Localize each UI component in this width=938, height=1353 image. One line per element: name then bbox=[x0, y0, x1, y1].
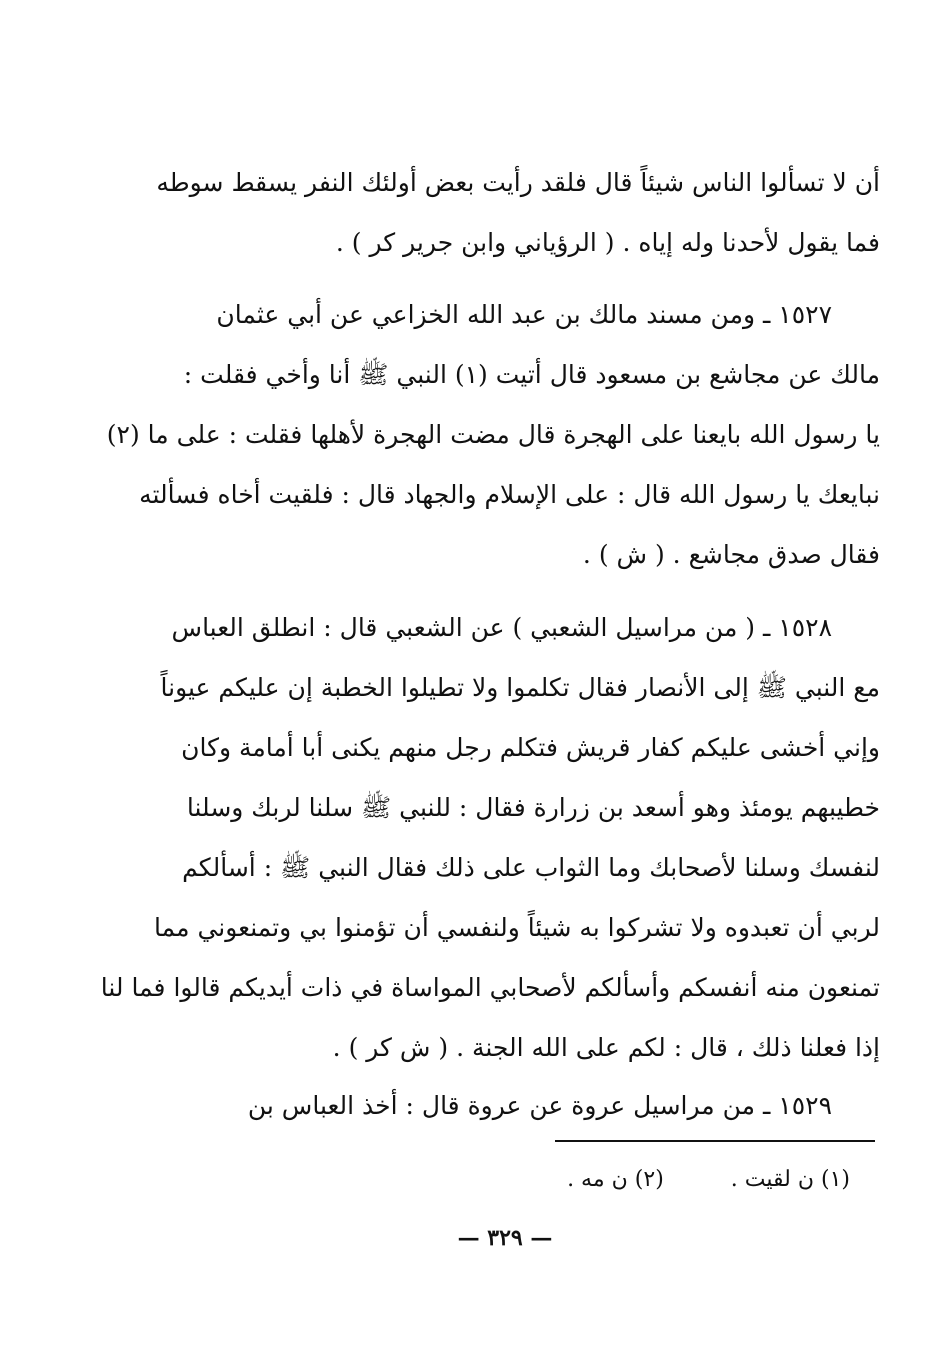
text-line: ١٥٢٩ ـ من مراسيل عروة عن عروة قال : أخذ العباس بن bbox=[247, 1091, 832, 1120]
hadith-1529 bbox=[160, 1076, 880, 1136]
text-line: ١٥٢٧ ـ ومن مسند مالك بن عبد الله الخزاعي عن أبي عثمان bbox=[216, 300, 832, 329]
footnote-2: (٢) ن مه . bbox=[567, 1167, 664, 1192]
text-line: فقال صدق مجاشع . ( ش ) . bbox=[582, 540, 880, 569]
text-line: وإني أخشى عليكم كفار قريش فتكلم رجل منهم يكنى أبا أمامة وكان bbox=[181, 733, 880, 762]
text-line: أن لا تسألوا الناس شيئاً قال فلقد رأيت بعض أولئك النفر يسقط سوطه bbox=[156, 168, 880, 197]
text-line: يا رسول الله بايعنا على الهجرة قال مضت الهجرة لأهلها فقلت : على ما (٢) bbox=[106, 420, 880, 449]
paragraph-continuation bbox=[156, 153, 880, 273]
footnote-1: (١) ن لقيت . bbox=[730, 1167, 850, 1192]
text-line: فما يقول لأحدنا وله إياه . ( الرؤياني وابن جرير كر ) . bbox=[335, 228, 880, 257]
text-line: نبايعك يا رسول الله قال : على الإسلام والجهاد قال : فلقيت أخاه فسألته bbox=[139, 480, 880, 509]
text-line: خطيبهم يومئذ وهو أسعد بن زرارة فقال : للنبي ﷺ سلنا لربك وسلنا bbox=[186, 793, 880, 822]
text-line: لنفسك وسلنا لأصحابك وما الثواب على ذلك فقال النبي ﷺ : أسألكم bbox=[182, 853, 880, 882]
text-line: لربي أن تعبدوه ولا تشركوا به شيئاً ولنفسي أن تؤمنوا بي وتمنعوني مما bbox=[154, 913, 880, 942]
text-line: مع النبي ﷺ إلى الأنصار فقال تكلموا ولا تطيلوا الخطبة إن عليكم عيوناً bbox=[160, 673, 880, 702]
hadith-1527 bbox=[106, 285, 880, 585]
page-number: — ٣٢٩ — bbox=[457, 1225, 553, 1251]
text-line: تمنعون منه أنفسكم وأسألكم لأصحابي المواساة في ذات أيديكم قالوا فما لنا bbox=[100, 973, 880, 1002]
footnotes bbox=[500, 1160, 850, 1200]
text-line: مالك عن مجاشع بن مسعود قال أتيت (١) النبي ﷺ أنا وأخي فقلت : bbox=[183, 360, 880, 389]
hadith-1528 bbox=[100, 598, 880, 1078]
text-line: إذا فعلنا ذلك ، قال : لكم على الله الجنة . ( ش كر ) . bbox=[332, 1033, 880, 1062]
text-line: ١٥٢٨ ـ ( من مراسيل الشعبي ) عن الشعبي قال : انطلق العباس bbox=[171, 613, 832, 642]
footnote-separator bbox=[555, 1140, 875, 1142]
